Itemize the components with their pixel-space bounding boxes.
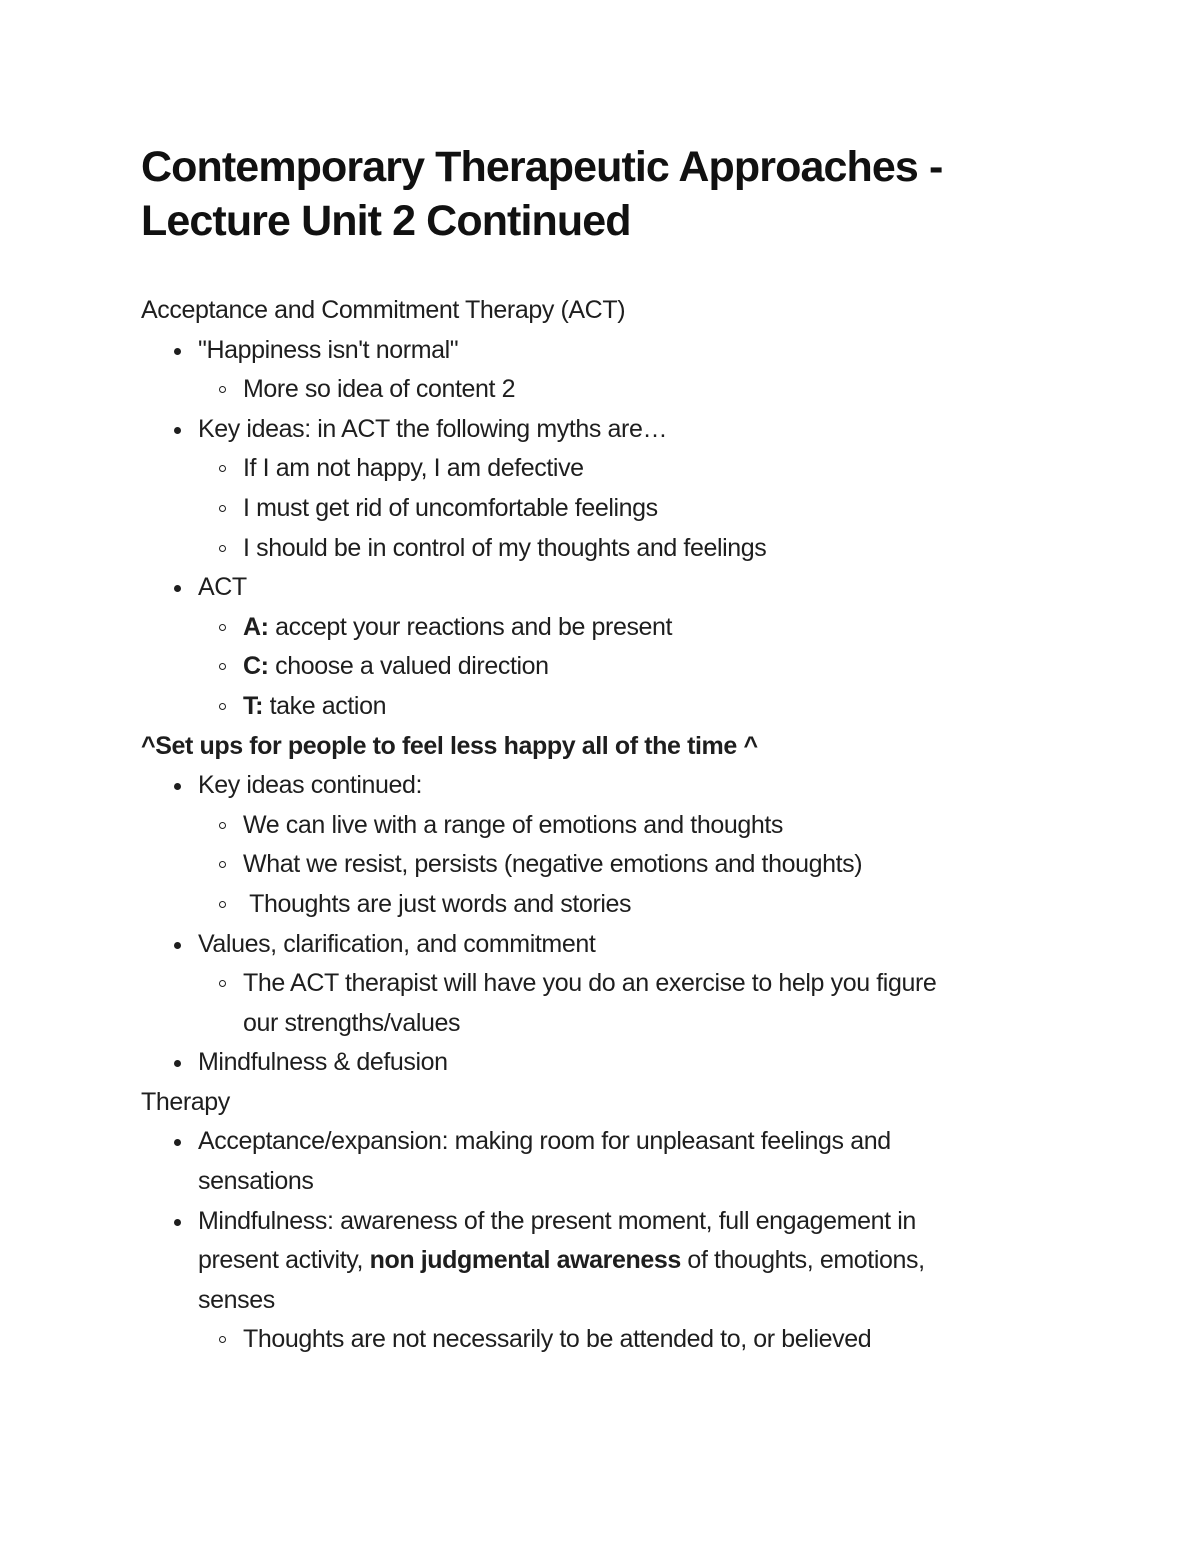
mindfulness-line-3: senses [198, 1285, 275, 1314]
subbullet-act-c [243, 647, 1050, 687]
subbullet-act-a [243, 608, 1050, 648]
bullet-act: ACT [198, 568, 1050, 608]
subbullet-exercise [243, 964, 1050, 1043]
subbullet-resist-persists: What we resist, persists (negative emotions and thoughts) [243, 845, 1050, 885]
letter-a: A: [243, 612, 269, 641]
subbullet-thoughts-not-believed: Thoughts are not necessarily to be attended to, or believed [243, 1320, 1050, 1360]
bullet-happiness: "Happiness isn't normal" [198, 331, 1050, 371]
subbullet-myth-2: I must get rid of uncomfortable feelings [243, 489, 1050, 529]
act-t-text: take action [263, 691, 387, 720]
mindfulness-line-2a: present activity, [198, 1246, 370, 1275]
bullet-mindfulness-defusion: Mindfulness & defusion [198, 1043, 1050, 1083]
act-a-text: accept your reactions and be present [268, 612, 673, 641]
subbullet-thoughts-words: Thoughts are just words and stories [243, 885, 1050, 925]
exercise-line-1: The ACT therapist will have you do an exercise to help you figure [243, 969, 937, 998]
bullet-key-ideas: Key ideas: in ACT the following myths are… [198, 410, 1050, 450]
section-heading-act: Acceptance and Commitment Therapy (ACT) [141, 296, 626, 324]
subbullet-myth-3: I should be in control of my thoughts and feelings [243, 529, 1050, 569]
bullet-values: Values, clarification, and commitment [198, 925, 1050, 965]
note-setups: ^Set ups for people to feel less happy all of the time ^ [141, 731, 758, 760]
subbullet-myth-1: If I am not happy, I am defective [243, 449, 1050, 489]
title-line-1: Contemporary Therapeutic Approaches - [141, 143, 943, 191]
bullet-acceptance-expansion [198, 1122, 1050, 1201]
page-title [141, 140, 1050, 248]
mindfulness-emphasis: non judgmental awareness [369, 1246, 681, 1275]
act-c-text: choose a valued direction [268, 652, 549, 681]
acceptance-line-2: sensations [198, 1167, 314, 1196]
title-line-2: Lecture Unit 2 Continued [141, 197, 631, 245]
subbullet-content-2: More so idea of content 2 [243, 370, 1050, 410]
section-heading-therapy: Therapy [141, 1087, 230, 1116]
mindfulness-line-2c: of thoughts, emotions, [680, 1246, 925, 1275]
bullet-mindfulness [198, 1202, 1050, 1321]
title-spacer [141, 248, 1050, 291]
letter-t: T: [243, 691, 264, 720]
letter-c: C: [243, 652, 269, 681]
mindfulness-line-1: Mindfulness: awareness of the present moment, full engagement in [198, 1206, 916, 1235]
subbullet-live-with-emotions: We can live with a range of emotions and thoughts [243, 806, 1050, 846]
exercise-line-2: our strengths/values [243, 1008, 461, 1037]
acceptance-line-1: Acceptance/expansion: making room for unpleasant feelings and [198, 1127, 891, 1156]
subbullet-act-t [243, 687, 1050, 727]
bullet-key-ideas-continued: Key ideas continued: [198, 766, 1050, 806]
